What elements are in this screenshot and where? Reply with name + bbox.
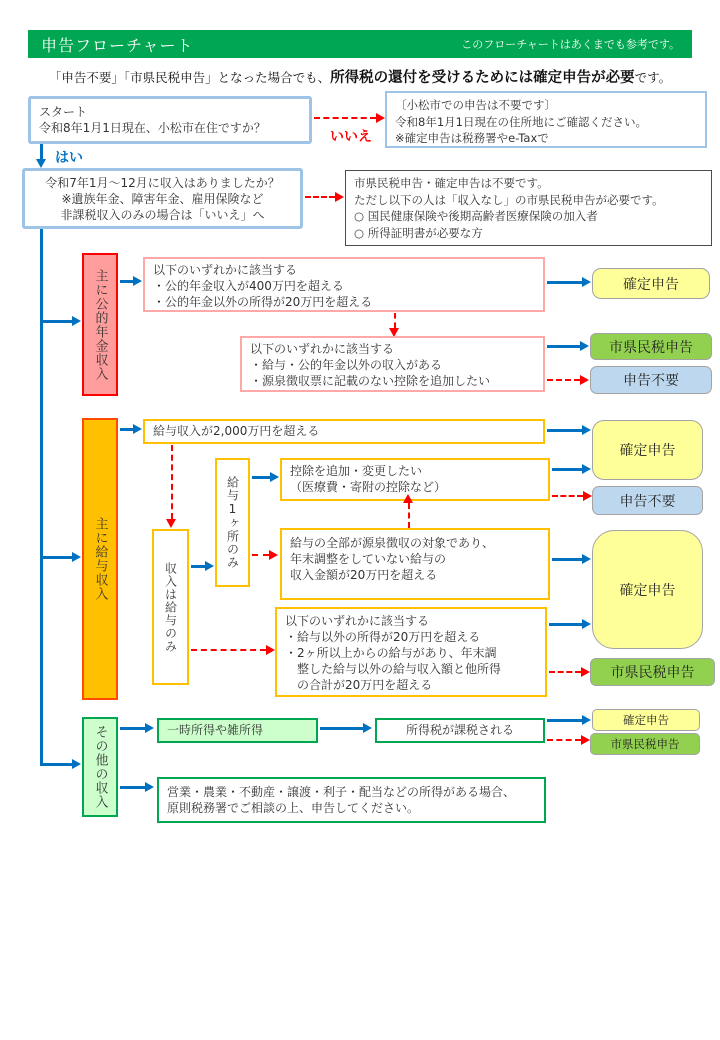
start-box: スタート 令和8年1月1日現在、小松市在住ですか？ (28, 96, 312, 144)
yes-label: はい (55, 150, 83, 166)
spine-line (40, 229, 43, 766)
arrow-pension-shikenmin (547, 345, 581, 348)
page-title: 申告フローチャート (41, 35, 194, 55)
arrow-pension-a (120, 280, 134, 283)
branch-salary-arrow (42, 556, 73, 559)
arrow-taxed-kakutei (547, 719, 583, 722)
salary-over20m-box: 給与収入が2,000万円を超える (143, 419, 545, 444)
no-label: いいえ (330, 129, 372, 145)
arrow-other-business (120, 786, 146, 789)
arrow-other-temp (120, 727, 146, 730)
outcome-shikenmin-other: 市県民税申告 (590, 733, 700, 755)
dashed-othercases-shikenmin (549, 671, 581, 673)
salary-only-box: 収入は給与のみ (152, 529, 189, 685)
dashed-oneplace-withholding (252, 554, 269, 556)
withholding-box: 給与の全部が源泉徴収の対象であり、 年末調整をしていない給与の 収入金額が20万円を超える (280, 528, 550, 600)
dashed-withholding-deduction (408, 503, 410, 528)
dashed-s1-salaryonly (171, 445, 173, 519)
salary-other-cases-box: 以下のいずれかに該当する ・給与以外の所得が20万円を超える ・2ヶ所以上からの給与があり、年末調 整した給与以外の給与収入額と他所得 の合計が20万円を超える (275, 607, 547, 697)
outcome-fuyou-pension: 申告不要 (590, 366, 712, 394)
category-other: その他の収入 (82, 717, 118, 817)
dashed-pension-ab (394, 313, 396, 328)
arrow-oneplace-deduction (252, 476, 271, 479)
dashed-deduction-fuyou (552, 495, 583, 497)
header-note: このフローチャートはあくまでも参考です。 (461, 38, 680, 51)
subtitle: 「申告不要」「市県民税申告」となった場合でも、所得税の還付を受けるためには確定申告が必要です。 (48, 70, 672, 86)
outcome-shikenmin-pension: 市県民税申告 (590, 333, 712, 360)
arrow-no-income (305, 196, 335, 198)
header-bar (28, 30, 692, 58)
outcome-fuyou-salary: 申告不要 (592, 486, 703, 515)
arrow-pension-kakutei (547, 281, 583, 284)
dashed-taxed-shikenmin (547, 739, 581, 741)
arrow-salary-s1 (120, 428, 134, 431)
one-place-box: 給与1ヶ所のみ (215, 458, 250, 587)
branch-pension-arrow (42, 320, 73, 323)
arrow-deduction-kakutei (552, 468, 583, 471)
taxed-box: 所得税が課税される (375, 718, 545, 743)
arrow-yes (40, 144, 43, 160)
dashed-salaryonly-othercases (191, 649, 266, 651)
pension-box-a: 以下のいずれかに該当する ・公的年金収入が400万円を超える ・公的年金以外の所得が20万円を超える (143, 257, 545, 312)
income-question-box: 令和7年1月～12月に収入はありましたか？ ※遺族年金、障害年金、雇用保険など 非課税収入のみの場合は「いいえ」へ (22, 168, 303, 229)
arrow-no (314, 117, 376, 119)
arrow-othercases-kakutei (549, 623, 583, 626)
arrow-temp-taxed (320, 727, 364, 730)
arrow-salaryonly-oneplace (191, 565, 206, 568)
arrow-s1-kakutei (547, 429, 583, 432)
category-salary: 主に給与収入 (82, 418, 118, 700)
outcome-kakutei-pension: 確定申告 (592, 268, 710, 299)
outcome-kakutei-other: 確定申告 (592, 709, 700, 731)
info-not-komatsu-box: 〔小松市での申告は不要です〕 令和8年1月1日現在の住所地にご確認ください。 ※確定申告は税務署やe-Taxで (385, 91, 707, 148)
category-pension: 主に公的年金収入 (82, 253, 118, 396)
business-box: 営業・農業・不動産・譲渡・利子・配当などの所得がある場合、 原則税務署でご相談の上、申告してください。 (157, 777, 546, 823)
outcome-kakutei-salary1: 確定申告 (592, 420, 703, 480)
temp-income-box: 一時所得や雑所得 (157, 718, 318, 743)
dashed-pension-fuyou (547, 379, 580, 381)
pension-box-b: 以下のいずれかに該当する ・給与・公的年金以外の収入がある ・源泉徴収票に記載のない控除を追加したい (240, 336, 545, 392)
outcome-kakutei-salary2: 確定申告 (592, 530, 703, 649)
branch-other-arrow (42, 763, 73, 766)
info-no-income-box: 市県民税申告・確定申告は不要です。 ただし以下の人は「収入なし」の市県民税申告が必要です。 ○ 国民健康保険や後期高齢者医療保険の加入者 ○ 所得証明書が必要な方 (345, 170, 712, 246)
arrow-withholding-kakutei (552, 558, 583, 561)
deduction-box: 控除を追加・変更したい （医療費・寄附の控除など） (280, 458, 550, 501)
outcome-shikenmin-salary: 市県民税申告 (590, 658, 715, 686)
